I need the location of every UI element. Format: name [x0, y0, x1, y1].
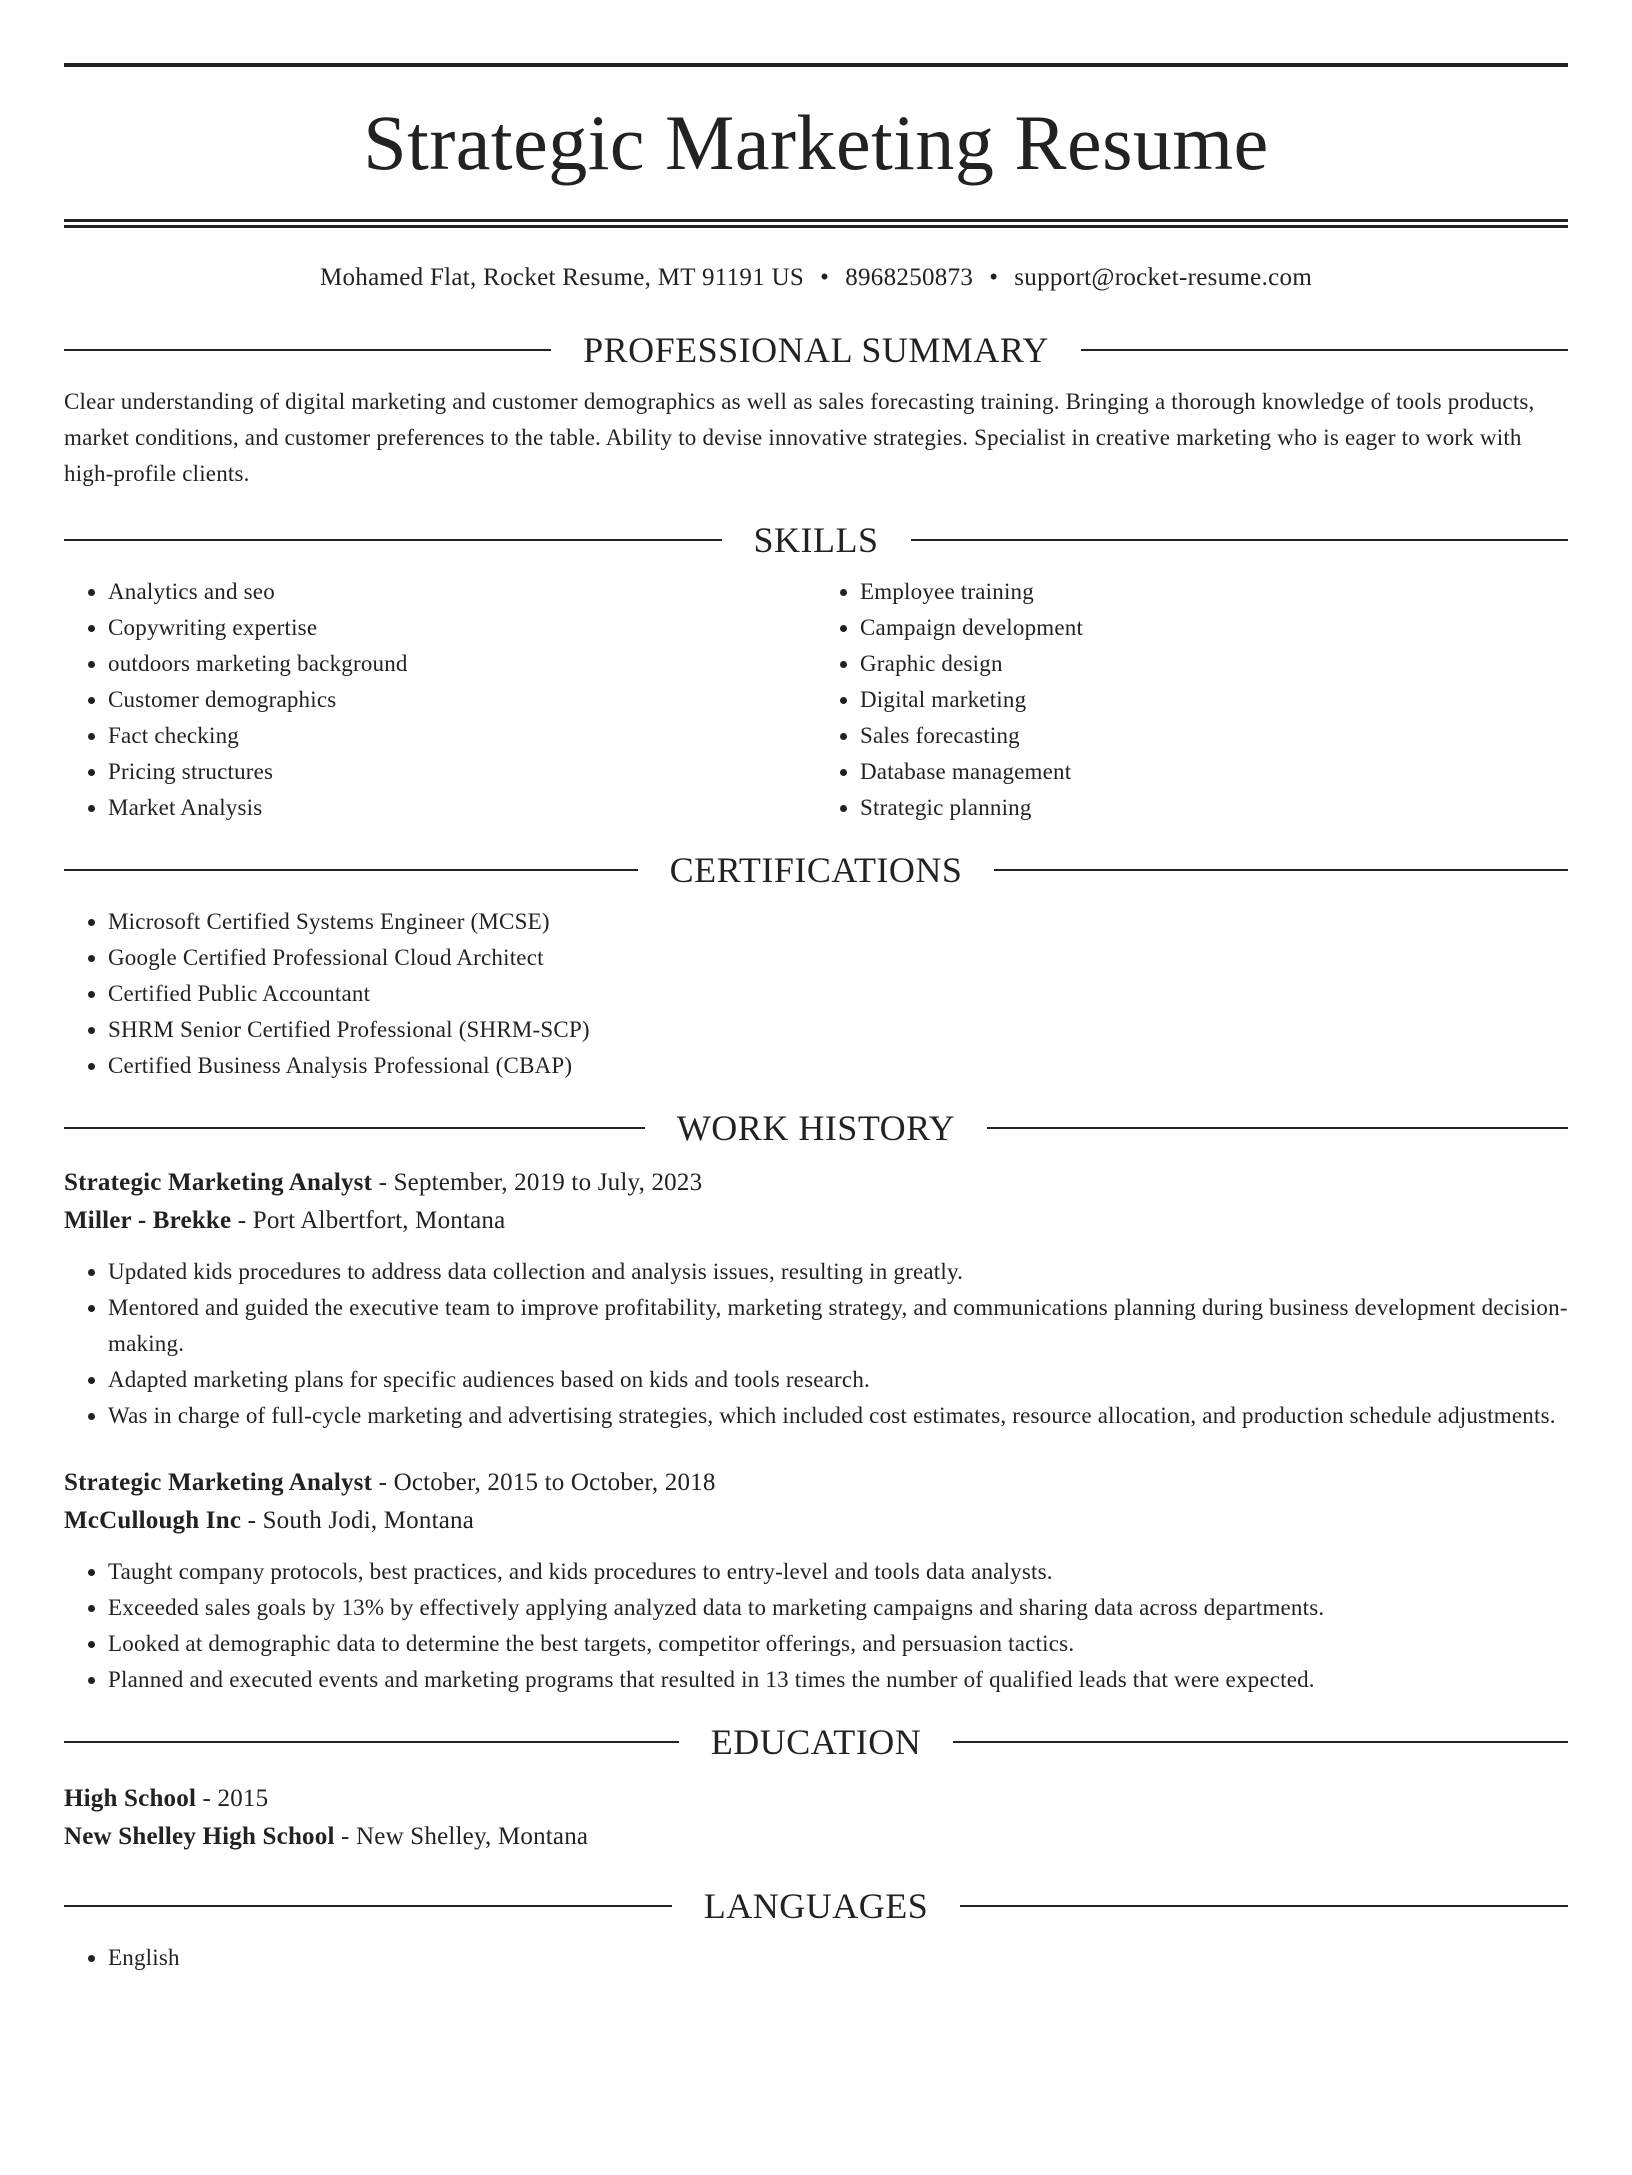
- education-year: - 2015: [196, 1785, 269, 1812]
- list-item: • Adapted marketing plans for specific audiences based on kids and tools research.: [108, 1362, 1568, 1398]
- job-entry: [64, 1164, 1568, 1434]
- list-item: • Planned and executed events and marketing programs that resulted in 13 times the number of qualified leads that were expected.: [108, 1662, 1568, 1698]
- contact-address: Mohamed Flat, Rocket Resume, MT 91191 US: [319, 264, 805, 291]
- divider-line: [64, 539, 722, 541]
- list-item: • Digital marketing: [860, 682, 1568, 718]
- list-item: • Exceeded sales goals by 13% by effectively applying analyzed data to marketing campaigns and sharing data across departments.: [108, 1590, 1568, 1626]
- contact-separator: •: [989, 264, 999, 291]
- work-heading: WORK HISTORY: [676, 1108, 956, 1148]
- list-item: • Strategic planning: [860, 790, 1568, 826]
- education-location: - New Shelley, Montana: [334, 1823, 589, 1850]
- education-entry: [64, 1780, 1568, 1856]
- list-item: • Microsoft Certified Systems Engineer (MCSE): [108, 904, 1568, 940]
- contact-email: support@rocket-resume.com: [1014, 264, 1313, 291]
- list-item: • Google Certified Professional Cloud Architect: [108, 940, 1568, 976]
- education-section-header: [64, 1720, 1568, 1764]
- list-item: • Sales forecasting: [860, 718, 1568, 754]
- list-item: • Updated kids procedures to address data collection and analysis issues, resulting in greatly.: [108, 1254, 1568, 1290]
- education-degree-line: [64, 1780, 1568, 1818]
- languages-heading: LANGUAGES: [703, 1886, 929, 1926]
- job-dates: - September, 2019 to July, 2023: [372, 1169, 703, 1196]
- list-item: • Certified Business Analysis Professional (CBAP): [108, 1048, 1568, 1084]
- summary-section-header: [64, 328, 1568, 372]
- education-heading: EDUCATION: [710, 1722, 922, 1762]
- summary-heading: PROFESSIONAL SUMMARY: [583, 330, 1049, 370]
- education-degree: High School: [64, 1785, 197, 1812]
- contact-line: [64, 262, 1568, 294]
- list-item: • Customer demographics: [108, 682, 816, 718]
- divider-line: [953, 1741, 1568, 1743]
- job-company-line: [64, 1202, 1568, 1240]
- divider-line: [911, 539, 1569, 541]
- skills-list-right: [816, 574, 1568, 826]
- job-bullets: [64, 1254, 1568, 1434]
- list-item: • English: [108, 1940, 1568, 1976]
- list-item: • Was in charge of full-cycle marketing and advertising strategies, which included cost estimates, resource allocation, and production schedule adjustments.: [108, 1398, 1568, 1434]
- list-item: • Certified Public Accountant: [108, 976, 1568, 1012]
- list-item: • Graphic design: [860, 646, 1568, 682]
- job-dates: - October, 2015 to October, 2018: [372, 1469, 716, 1496]
- list-item: • SHRM Senior Certified Professional (SHRM-SCP): [108, 1012, 1568, 1048]
- list-item: • Mentored and guided the executive team to improve profitability, marketing strategy, and communications planning during business development decision-making.: [108, 1290, 1568, 1362]
- divider-line: [64, 869, 638, 871]
- divider-line: [994, 869, 1568, 871]
- divider-line: [64, 349, 551, 351]
- job-location: - Port Albertfort, Montana: [231, 1207, 506, 1234]
- list-item: • Campaign development: [860, 610, 1568, 646]
- list-item: • Fact checking: [108, 718, 816, 754]
- certifications-list: [64, 904, 1568, 1084]
- divider-line: [64, 1905, 672, 1907]
- skills-list-left: [64, 574, 816, 826]
- list-item: • Looked at demographic data to determine the best targets, competitor offerings, and persuasion tactics.: [108, 1626, 1568, 1662]
- education-school-line: [64, 1818, 1568, 1856]
- skills-section-header: [64, 518, 1568, 562]
- list-item: • Database management: [860, 754, 1568, 790]
- summary-text: Clear understanding of digital marketing and customer demographics as well as sales forecasting training. Bringing a thorough knowledge of tools products, market conditions, and customer preferences to the table. Ability to devise innovative strategies. Specialist in creative marketing who is eager to work with high-profile clients.: [64, 389, 1535, 486]
- list-item: • Market Analysis: [108, 790, 816, 826]
- job-entry: [64, 1464, 1568, 1698]
- job-title-line: [64, 1464, 1568, 1502]
- languages-section-header: [64, 1884, 1568, 1928]
- list-item: • Copywriting expertise: [108, 610, 816, 646]
- resume-title: Strategic Marketing Resume: [363, 99, 1269, 186]
- contact-phone: 8968250873: [845, 264, 974, 291]
- job-company: Miller - Brekke: [64, 1207, 232, 1234]
- job-title: Strategic Marketing Analyst: [64, 1169, 373, 1196]
- job-company-line: [64, 1502, 1568, 1540]
- contact-separator: •: [820, 264, 830, 291]
- skills-grid: [64, 562, 1568, 826]
- divider-line: [64, 1127, 645, 1129]
- job-location: - South Jodi, Montana: [241, 1507, 475, 1534]
- resume-page: [0, 63, 1632, 2175]
- skills-heading: SKILLS: [753, 520, 879, 560]
- languages-list: [64, 1940, 1568, 1976]
- certifications-heading: CERTIFICATIONS: [669, 850, 963, 890]
- list-item: • Pricing structures: [108, 754, 816, 790]
- top-rule: [64, 63, 1568, 67]
- divider-line: [960, 1905, 1568, 1907]
- job-title-line: [64, 1164, 1568, 1202]
- job-company: McCullough Inc: [64, 1507, 242, 1534]
- job-bullets: [64, 1554, 1568, 1698]
- work-section-header: [64, 1106, 1568, 1150]
- divider-line: [1081, 349, 1568, 351]
- list-item: • outdoors marketing background: [108, 646, 816, 682]
- title-double-rule: [64, 219, 1568, 228]
- certifications-section-header: [64, 848, 1568, 892]
- job-title: Strategic Marketing Analyst: [64, 1469, 373, 1496]
- list-item: • Taught company protocols, best practices, and kids procedures to entry-level and tools data analysts.: [108, 1554, 1568, 1590]
- divider-line: [987, 1127, 1568, 1129]
- divider-line: [64, 1741, 679, 1743]
- list-item: • Employee training: [860, 574, 1568, 610]
- list-item: • Analytics and seo: [108, 574, 816, 610]
- education-school: New Shelley High School: [64, 1823, 335, 1850]
